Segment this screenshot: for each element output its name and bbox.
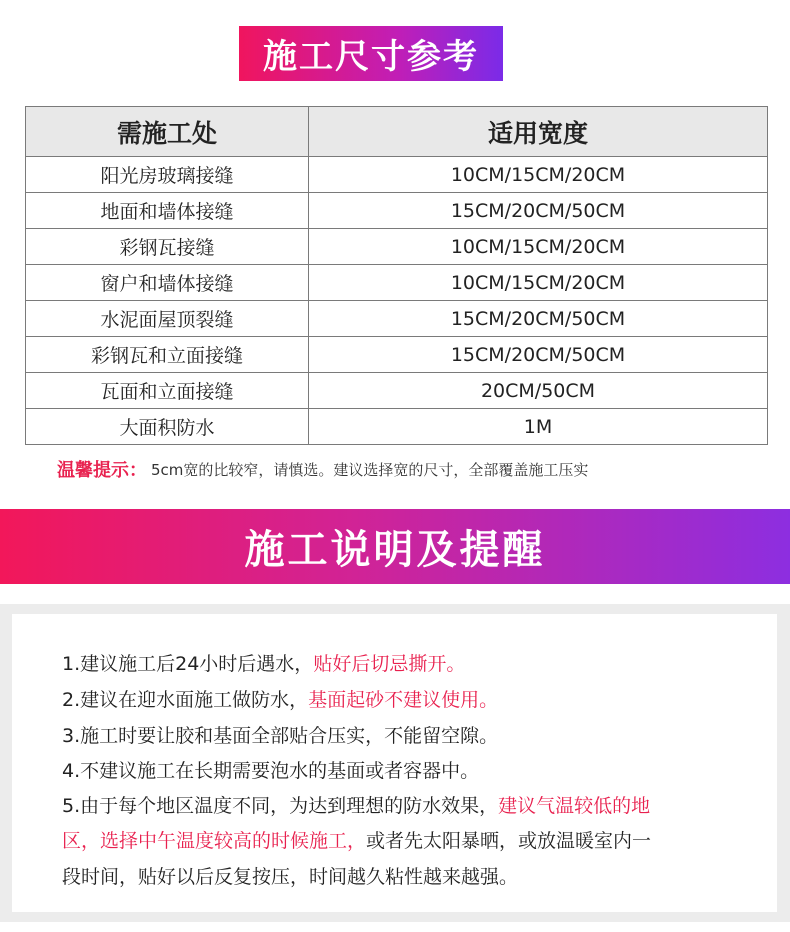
header-application-area: 需施工处 (26, 107, 309, 157)
note-5-line-3 (62, 859, 518, 895)
cell-width: 10CM/15CM/20CM (309, 229, 768, 265)
cell-width: 20CM/50CM (309, 373, 768, 409)
table-row (26, 301, 768, 337)
note-5-highlight: 建议气温较低的地 (498, 795, 651, 817)
instructions-banner: 施工说明及提醒 (0, 509, 790, 584)
note-2 (62, 682, 498, 718)
note-5-text-end: 段时间，贴好以后反复按压，时间越久粘性越来越强。 (62, 866, 519, 888)
note-4-text: 4.不建议施工在长期需要泡水的基面或者容器中。 (62, 760, 480, 782)
note-2-highlight: 基面起砂不建议使用。 (308, 689, 499, 711)
table-row (26, 373, 768, 409)
note-3 (62, 718, 498, 754)
note-1 (62, 646, 465, 682)
note-4 (62, 753, 479, 789)
header-suitable-width: 适用宽度 (309, 107, 768, 157)
cell-area: 地面和墙体接缝 (26, 193, 309, 229)
table-row (26, 193, 768, 229)
tip-label: 温馨提示： (57, 460, 147, 481)
cell-width: 1M (309, 409, 768, 445)
notes-section (0, 604, 790, 922)
note-5-text-cont: 或者先太阳暴晒，或放温暖室内一 (366, 830, 652, 852)
section-title-badge: 施工尺寸参考 (239, 26, 503, 81)
table-header-row (26, 107, 768, 157)
tip-text: 5cm宽的比较窄，请慎选。建议选择宽的尺寸，全部覆盖施工压实 (151, 460, 589, 479)
cell-area: 窗户和墙体接缝 (26, 265, 309, 301)
cell-width: 15CM/20CM/50CM (309, 193, 768, 229)
note-2-text: 2.建议在迎水面施工做防水， (62, 689, 309, 711)
cell-area: 瓦面和立面接缝 (26, 373, 309, 409)
table-row (26, 229, 768, 265)
notes-card (12, 614, 777, 912)
cell-area: 彩钢瓦和立面接缝 (26, 337, 309, 373)
cell-area: 大面积防水 (26, 409, 309, 445)
cell-area: 彩钢瓦接缝 (26, 229, 309, 265)
size-reference-table (25, 106, 768, 445)
cell-area: 水泥面屋顶裂缝 (26, 301, 309, 337)
note-5-text: 5.由于每个地区温度不同，为达到理想的防水效果， (62, 795, 499, 817)
cell-width: 10CM/15CM/20CM (309, 265, 768, 301)
note-5-line-2 (62, 823, 651, 859)
table-row (26, 409, 768, 445)
cell-width: 10CM/15CM/20CM (309, 157, 768, 193)
table-row (26, 157, 768, 193)
note-1-text: 1.建议施工后24小时后遇水， (62, 653, 314, 675)
note-5-highlight-cont: 区，选择中午温度较高的时候施工， (62, 830, 367, 852)
note-3-text: 3.施工时要让胶和基面全部贴合压实，不能留空隙。 (62, 725, 499, 747)
table-row (26, 337, 768, 373)
warm-tip (57, 456, 588, 482)
cell-width: 15CM/20CM/50CM (309, 337, 768, 373)
note-5-line-1 (62, 788, 650, 824)
table-row (26, 265, 768, 301)
cell-area: 阳光房玻璃接缝 (26, 157, 309, 193)
cell-width: 15CM/20CM/50CM (309, 301, 768, 337)
note-1-highlight: 贴好后切忌撕开。 (313, 653, 466, 675)
